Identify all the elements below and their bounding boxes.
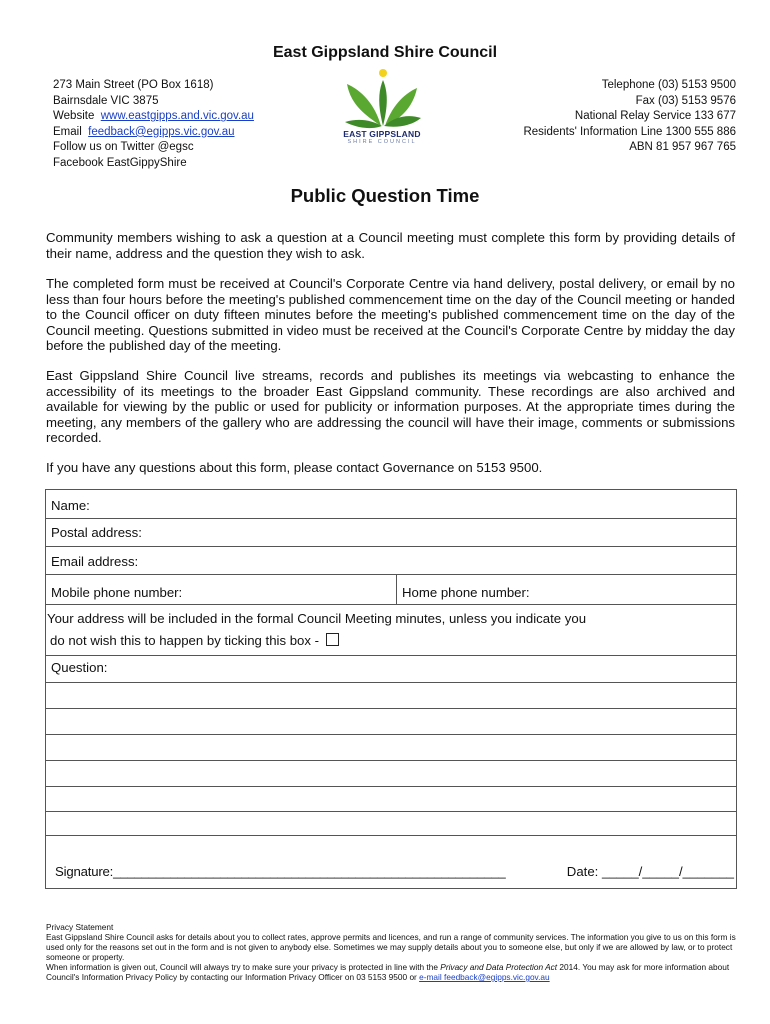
privacy-heading: Privacy Statement [46,922,114,932]
email-line [53,125,254,141]
form-divider [46,604,736,605]
privacy-text-part: 2014. You may ask for more information about Council's Information Privacy Policy by contacting our Information Privacy Officer on 03 5153 9500 or [46,962,730,982]
website-line [53,109,254,125]
privacy-statement [46,922,736,982]
question-line [46,811,736,812]
form-title: Public Question Time [290,185,480,206]
question-line [46,786,736,787]
twitter-line: Follow us on Twitter @egsc [53,141,194,154]
question-field-label: Question: [51,660,108,675]
contact-line: Fax (03) 5153 9576 [635,94,736,107]
address-line: Bairnsdale VIC 3875 [53,94,159,107]
logo-text-sub: SHIRE COUNCIL [347,139,417,145]
minutes-notice-line2 [50,633,339,648]
logo-text-main: EAST GIPPSLAND [343,129,421,139]
email-link[interactable]: feedback@egipps.vic.gov.au [88,125,235,138]
home-phone-field-label: Home phone number: [402,585,530,600]
council-contact-block [523,78,736,156]
website-link[interactable]: www.eastgipps.and.vic.gov.au [100,110,254,123]
facebook-line: Facebook EastGippyShire [53,156,187,169]
form-divider [46,574,736,575]
website-label: Website [53,110,95,123]
minutes-notice-line1: Your address will be included in the formal Council Meeting minutes, unless you indicate you [47,611,587,626]
question-line [46,734,736,735]
intro-paragraph: Community members wishing to ask a question at a Council meeting must complete this form by providing details of their name, address and the question they wish to ask. [46,230,735,261]
privacy-text: East Gippsland Shire Council asks for details about you to collect rates, approve permits and licences, and run a range of community services. The information you give to us on this form is used only for the reasons set out in the form and is not given to anybody else. Sometimes we may supply details about you to someone else, but only if we are allowed by law, or to protect someone or property. [46,932,736,962]
opt-out-checkbox[interactable] [326,633,339,646]
org-name: East Gippsland Shire Council [272,44,498,61]
name-field-label: Name: [51,498,90,513]
form-divider [46,546,736,547]
form-divider [46,518,736,519]
form-column-divider [396,574,397,604]
signature-field[interactable]: Signature:_______________________________________________________ [55,864,506,879]
form-divider [46,655,736,656]
submission-paragraph: The completed form must be received at Council's Corporate Centre via hand delivery, postal delivery, or email by no less than four hours before the meeting's published commencement time on the day of the Council meeting or handed to the Council officer on duty fifteen minutes before the meeting's published commencement time on the day of the Council meeting. Questions submitted in video must be received at the Council's Corporate Centre by midday the day before the published day of the meeting. [46,276,735,353]
mobile-field-label: Mobile phone number: [51,585,183,600]
question-line [46,760,736,761]
question-line [46,708,736,709]
email-field-label: Email address: [51,554,139,569]
contact-line: Residents' Information Line 1300 555 886 [523,125,736,138]
privacy-text-part: When information is given out, Council will always try to make sure your privacy is protected in line with the [46,962,438,972]
question-line [46,835,736,836]
contact-line: National Relay Service 133 677 [574,110,736,123]
contact-line: Telephone (03) 5153 9500 [601,79,736,91]
date-field[interactable]: Date: _____/_____/_______ [566,864,734,879]
question-form [45,489,737,889]
privacy-text-more [46,962,736,982]
email-label: Email [53,125,82,138]
privacy-act-name: Privacy and Data Protection Act [440,962,558,972]
webcast-paragraph: East Gippsland Shire Council live streams, records and publishes its meetings via webcasting to enhance the accessibility of its meetings to the broader East Gippsland community. These recordings are also archived and available for viewing by the public or used for publicity or information purposes. At the appropriate times during the meeting, any members of the gallery who are addressing the council will have their image, comments or submissions recorded. [46,368,735,445]
council-address-block [53,78,254,172]
postal-field-label: Postal address: [51,525,142,540]
question-line [46,682,736,683]
contact-paragraph: If you have any questions about this form, please contact Governance on 5153 9500. [46,460,543,475]
address-line: 273 Main Street (PO Box 1618) [53,79,214,91]
minutes-notice-text: do not wish this to happen by ticking this box - [50,633,320,648]
contact-line: ABN 81 957 967 765 [629,141,736,154]
privacy-email-link[interactable]: e-mail feedback@egipps.vic.gov.au [419,972,550,982]
